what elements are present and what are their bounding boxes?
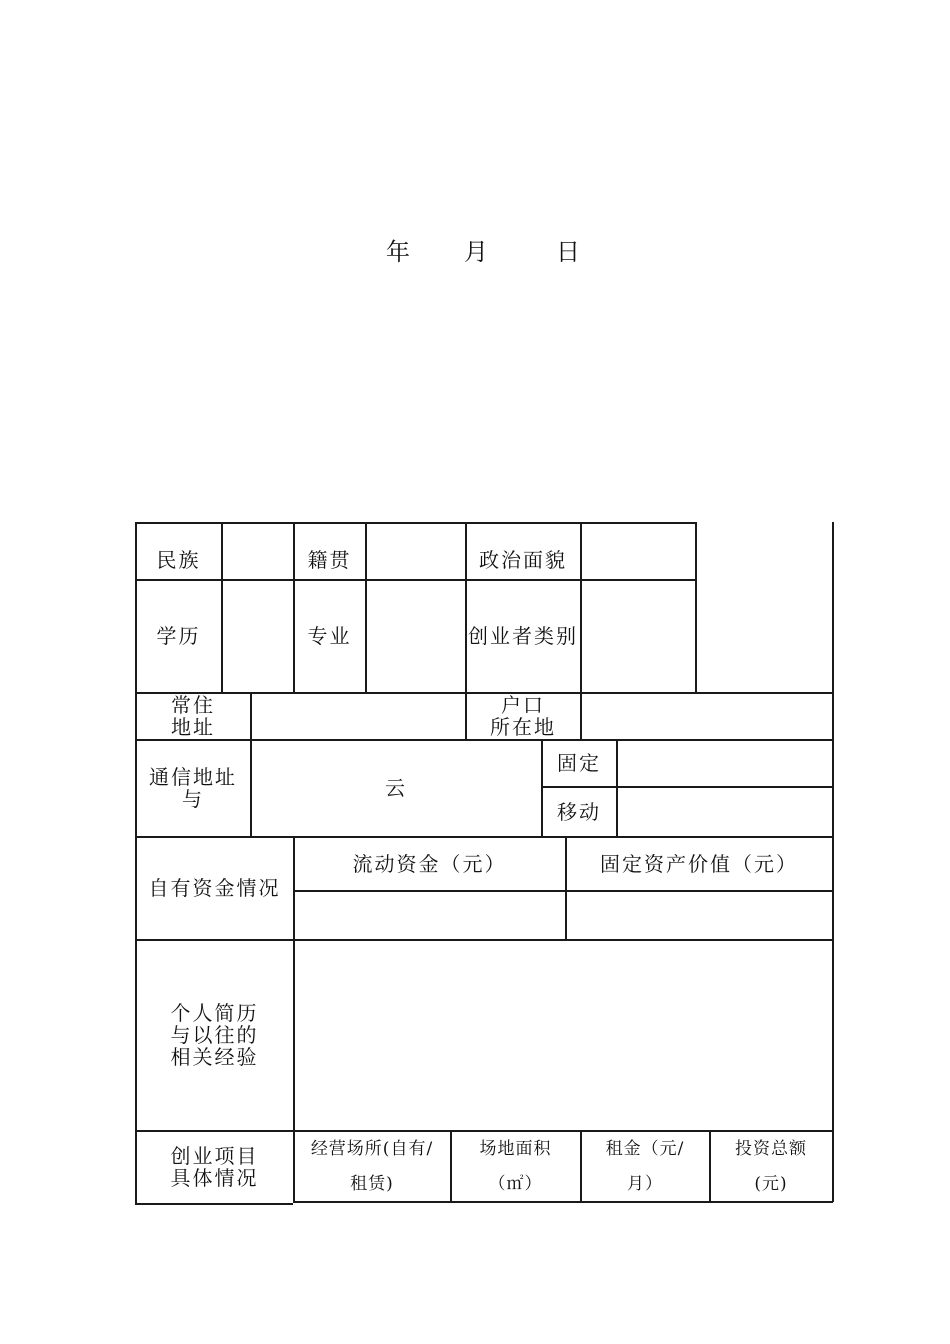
residence-address-label: 常住 地址 [171, 693, 215, 739]
education-label: 学历 [156, 624, 201, 648]
project-details-label: 创业项目 具体情况 [170, 1144, 259, 1190]
contact-address-label: 通信地址 与 [149, 765, 237, 811]
total-investment-label: 投资总额 (元) [735, 1138, 807, 1194]
phone-mobile-label: 移动 [557, 799, 601, 824]
working-capital-field[interactable] [295, 892, 565, 939]
fixed-assets-label: 固定资产价值（元） [600, 851, 798, 876]
rent-label: 租金（元/ 月） [605, 1138, 685, 1194]
entrepreneur-type-field[interactable] [582, 581, 695, 692]
native-place-field[interactable] [367, 523, 465, 579]
phone-fixed-label: 固定 [557, 751, 601, 775]
phone-fixed-field[interactable] [618, 741, 832, 786]
year-label: 年 [386, 238, 410, 266]
working-capital-label: 流动资金（元） [352, 851, 507, 876]
ethnicity-field[interactable] [223, 523, 293, 579]
major-label: 专业 [307, 624, 352, 648]
political-status-label: 政治面貌 [479, 548, 567, 572]
fixed-assets-field[interactable] [567, 892, 832, 939]
entrepreneur-type-label: 创业者类别 [468, 624, 578, 648]
contact-address-field[interactable]: 云 [385, 776, 407, 800]
site-area-label: 场地面积 （㎡） [479, 1138, 552, 1194]
resume-label: 个人简历 与以往的 相关经验 [170, 1001, 259, 1069]
day-label: 日 [556, 238, 580, 266]
resume-field[interactable] [295, 941, 832, 1130]
political-status-field[interactable] [582, 523, 695, 579]
phone-mobile-field[interactable] [618, 788, 832, 836]
major-field[interactable] [367, 581, 465, 692]
month-label: 月 [464, 238, 488, 266]
own-funds-label: 自有资金情况 [148, 876, 281, 900]
ethnicity-label: 民族 [156, 548, 201, 572]
household-location-field[interactable] [582, 694, 832, 739]
education-field[interactable] [223, 581, 293, 692]
native-place-label: 籍贯 [307, 548, 352, 572]
residence-address-field[interactable] [252, 694, 465, 739]
household-location-label: 户口 所在地 [490, 693, 556, 739]
business-premises-label: 经营场所(自有/ 租赁) [310, 1138, 434, 1194]
